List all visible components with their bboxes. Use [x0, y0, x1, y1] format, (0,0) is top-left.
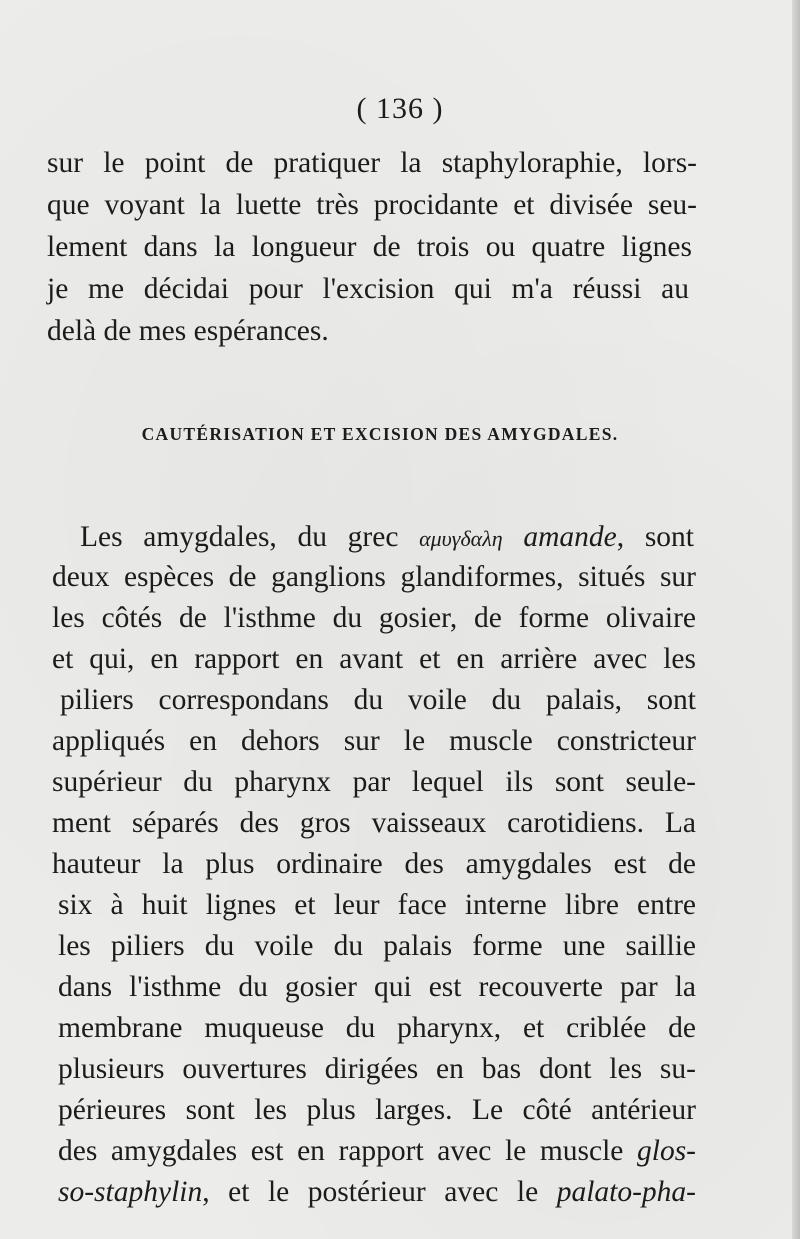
- paragraph-line: et qui, en rapport en avant et en arrière avec les: [52, 643, 696, 675]
- paragraph-line: que voyant la luette très procidante et divisée seu-: [47, 189, 697, 221]
- paragraph-line: dans l'isthme du gosier qui est recouverte par la: [58, 971, 696, 1003]
- italic-word: so-staphylin: [58, 1176, 203, 1208]
- paragraph-line: appliqués en dehors sur le muscle constricteur: [52, 725, 696, 757]
- paragraph-line: piliers correspondans du voile du palais, sont: [60, 684, 696, 716]
- paragraph-line: hauteur la plus ordinaire des amygdales est de: [52, 848, 696, 880]
- page-number: ( 136 ): [356, 92, 444, 125]
- paragraph-line: deux espèces de ganglions glandiformes, situés sur: [52, 561, 696, 593]
- paragraph-line: delà de mes espérances.: [47, 315, 329, 347]
- paragraph-line: six à huit lignes et leur face interne libre entre: [58, 889, 696, 921]
- page-edge: [792, 0, 800, 1239]
- paragraph-line: membrane muqueuse du pharynx, et criblée de: [58, 1012, 696, 1044]
- section-heading: CAUTÉRISATION ET EXCISION DES AMYGDALES.: [141, 424, 619, 444]
- italic-word: amande: [523, 521, 617, 553]
- paragraph-line: Les amygdales, du grec αμυγδαλη amande, sont: [80, 521, 694, 553]
- paragraph-line: plusieurs ouvertures dirigées en bas dont les su-: [58, 1053, 696, 1085]
- italic-word: palato-pha-: [556, 1176, 696, 1208]
- paragraph-line: sur le point de pratiquer la staphyloraphie, lors-: [47, 147, 697, 179]
- paragraph-line: périeures sont les plus larges. Le côté antérieur: [58, 1094, 696, 1126]
- paragraph-line: les piliers du voile du palais forme une saillie: [58, 930, 696, 962]
- paragraph-line: so-staphylin, et le postérieur avec le palato-pha-: [58, 1176, 696, 1208]
- paragraph-line: supérieur du pharynx par lequel ils sont seule-: [52, 766, 696, 798]
- greek-word: αμυγδαλη: [419, 526, 503, 551]
- paragraph-line: les côtés de l'isthme du gosier, de forme olivaire: [52, 602, 696, 634]
- paragraph-line: des amygdales est en rapport avec le muscle glos-: [58, 1135, 696, 1167]
- paragraph-line: je me décidai pour l'excision qui m'a réussi au: [47, 273, 689, 305]
- italic-word: glos-: [637, 1135, 696, 1167]
- paragraph-line: lement dans la longueur de trois ou quatre lignes: [47, 231, 692, 263]
- paragraph-line: ment séparés des gros vaisseaux carotidiens. La: [52, 807, 696, 839]
